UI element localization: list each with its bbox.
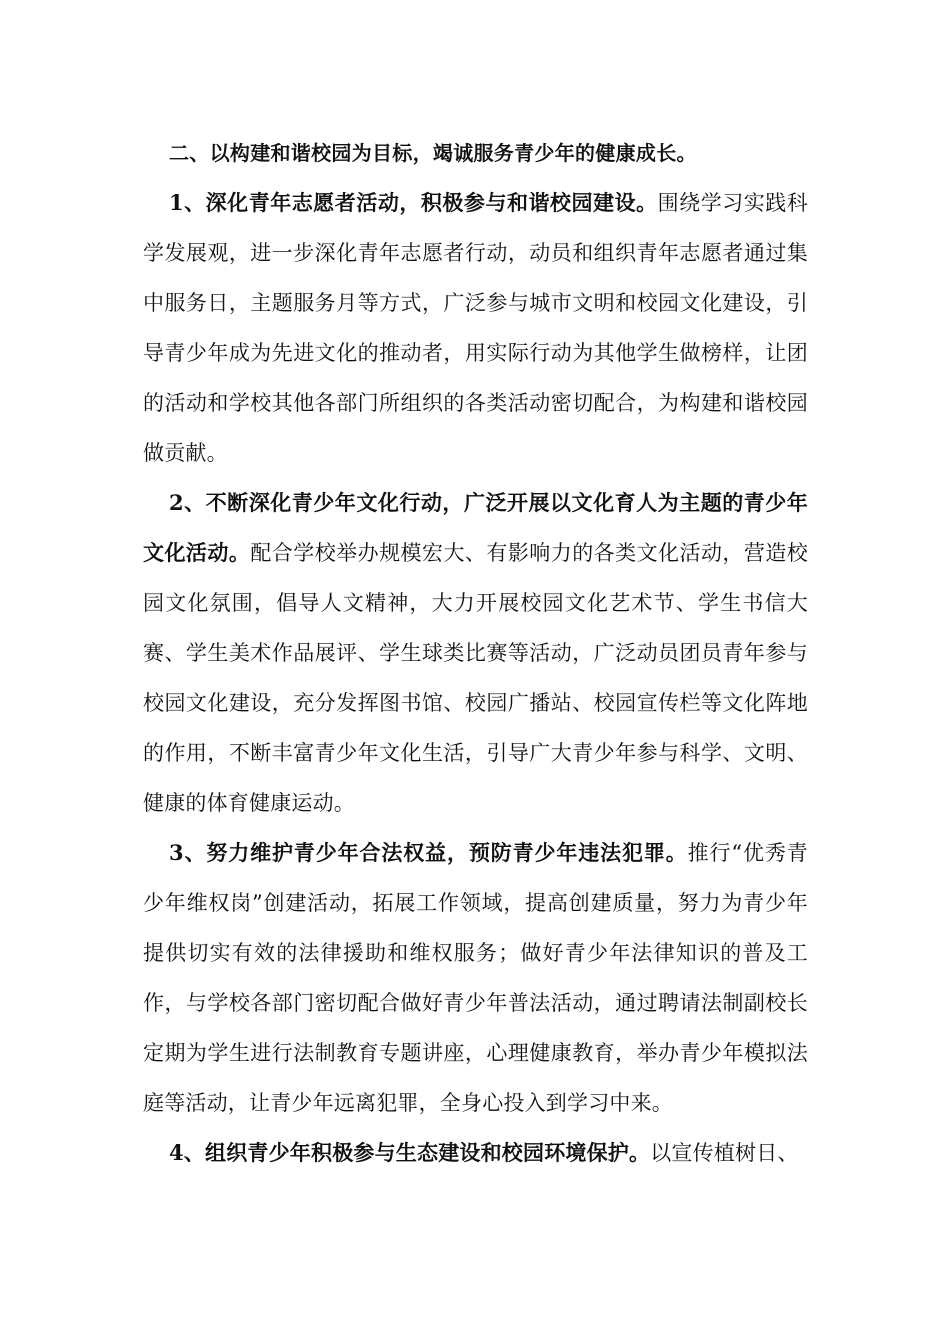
- paragraph-2-lead: 2、不断深化青少年文化行动，广泛开展以文化育人为主题的青少年文化活动。: [143, 490, 808, 565]
- paragraph-1: [143, 178, 808, 478]
- paragraph-3-body: 推行“优秀青少年维权岗”创建活动，拓展工作领域，提高创建质量，努力为青少年提供切实有效的法律援助和维权服务；做好青少年法律知识的普及工作，与学校各部门密切配合做好青少年普法活动，通过聘请法制副校长定期为学生进行法制教育专题讲座，心理健康教育，举办青少年模拟法庭等活动，让青少年远离犯罪，全身心投入到学习中来。: [143, 841, 808, 1115]
- paragraph-1-lead: 1、深化青年志愿者活动，积极参与和谐校园建设。: [169, 190, 658, 215]
- paragraph-4-lead: 4、组织青少年积极参与生态建设和校园环境保护。: [169, 1140, 651, 1165]
- paragraph-4-body: 以宣传植树日、: [650, 1141, 799, 1165]
- paragraph-4: [143, 1128, 808, 1178]
- paragraph-3: [143, 828, 808, 1128]
- section-heading: 二、以构建和谐校园为目标，竭诚服务青少年的健康成长。: [169, 141, 697, 165]
- paragraph-2-body: 配合学校举办规模宏大、有影响力的各类文化活动，营造校园文化氛围，倡导人文精神，大力开展校园文化艺术节、学生书信大赛、学生美术作品展评、学生球类比赛等活动，广泛动员团员青年参与校园文化建设，充分发挥图书馆、校园广播站、校园宣传栏等文化阵地的作用，不断丰富青少年文化生活，引导广大青少年参与科学、文明、健康的体育健康运动。: [143, 541, 809, 815]
- document-page: [143, 128, 808, 1178]
- paragraph-2: [143, 478, 808, 828]
- paragraph-1-body: 围绕学习实践科学发展观，进一步深化青年志愿者行动，动员和组织青年志愿者通过集中服务日，主题服务月等方式，广泛参与城市文明和校园文化建设，引导青少年成为先进文化的推动者，用实际行动为其他学生做榜样，让团的活动和学校其他各部门所组织的各类活动密切配合，为构建和谐校园做贡献。: [143, 191, 808, 465]
- paragraph-3-lead: 3、努力维护青少年合法权益，预防青少年违法犯罪。: [169, 840, 688, 865]
